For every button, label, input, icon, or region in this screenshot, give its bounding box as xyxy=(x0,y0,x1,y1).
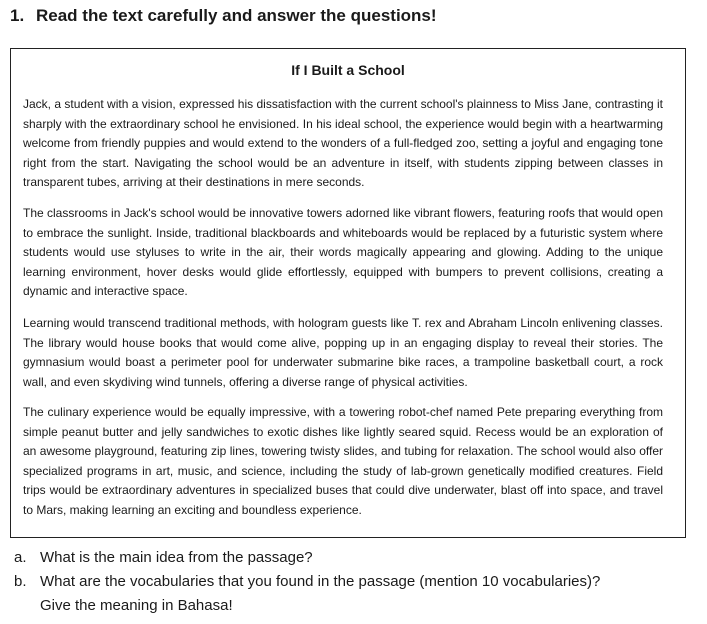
passage-box xyxy=(10,48,686,538)
exercise-heading xyxy=(10,6,437,26)
exercise-instruction: Read the text carefully and answer the questions! xyxy=(36,6,437,25)
passage-title: If I Built a School xyxy=(291,62,405,78)
question-b xyxy=(10,570,600,618)
question-text: What is the main idea from the passage? xyxy=(40,549,313,566)
question-list xyxy=(10,546,600,618)
passage-paragraph: The culinary experience would be equally impressive, with a towering robot-chef named Pete preparing everything from simple peanut butter and jelly sandwiches to exotic dishes like lightly seared squid. Recess would be an exploration of an awesome playground, featuring zip lines, towering twisty slides, and tubing for relaxation. The school would also offer specialized programs in art, music, and science, including the study of lab-grown genetically modified creatures. Field trips would be extraordinary adventures in specialized buses that could dive underwater, blast off into space, and travel to Mars, making learning an exciting and boundless experience. xyxy=(23,405,663,517)
exercise-number: 1. xyxy=(10,6,25,25)
passage-paragraph: Learning would transcend traditional methods, with hologram guests like T. rex and Abraham Lincoln enlivening classes. The library would house books that would come alive, popping up in an engaging display to reveal their stories. The gymnasium would boast a perimeter pool for underwater submarine bike races, a trampoline basketball court, a rock wall, and even skydiving wind tunnels, offering a diverse range of physical activities. xyxy=(23,316,663,389)
passage-paragraph: The classrooms in Jack's school would be innovative towers adorned like vibrant flowers, featuring roofs that would open to embrace the sunlight. Inside, traditional blackboards and whiteboards would be replaced by a futuristic system where students would use styluses to write in the air, their words magically appearing and glowing. Adding to the unique learning environment, hover desks would glide effortlessly, equipped with bumpers to prevent collisions, creating a dynamic and interactive space. xyxy=(23,206,663,299)
question-text: What are the vocabularies that you found in the passage (mention 10 vocabularies)? xyxy=(40,573,601,590)
passage-paragraph: Jack, a student with a vision, expressed his dissatisfaction with the current school's plainness to Miss Jane, contrasting it sharply with the extraordinary school he envisioned. In his ideal school, the experience would begin with a heartwarming welcome from friendly puppies and would extend to the wonders of a full-fledged zoo, setting a joyful and engaging tone right from the start. Navigating the school would be an adventure in itself, with students zipping between classes in transparent tubes, arriving at their destinations in mere seconds. xyxy=(23,97,663,190)
question-label: a. xyxy=(14,549,27,566)
question-text-continued: Give the meaning in Bahasa! xyxy=(40,597,233,614)
question-label: b. xyxy=(14,573,27,590)
question-a xyxy=(10,546,600,570)
